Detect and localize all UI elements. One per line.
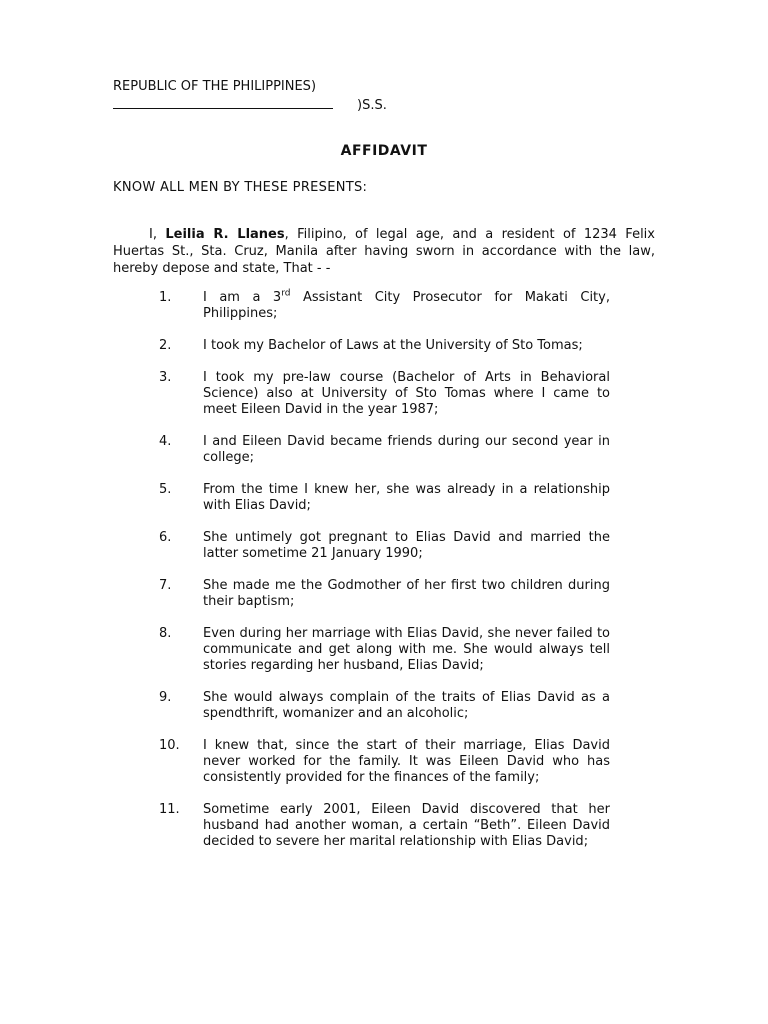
list-item [113, 578, 655, 610]
list-item [113, 434, 655, 466]
item-text: I and Eileen David became friends during our second year in college; [203, 434, 610, 465]
know-all-men: KNOW ALL MEN BY THESE PRESENTS: [113, 180, 368, 195]
item-text: Sometime early 2001, Eileen David discovered that her husband had another woman, a certain “Beth”. Eileen David decided to severe her marital relationship with Elias David; [203, 802, 610, 849]
item-number: 5. [159, 482, 172, 497]
item-text-rest: Assistant City Prosecutor for Makati City, Philippines; [203, 290, 610, 321]
item-number: 2. [159, 338, 172, 353]
item-number: 9. [159, 690, 172, 705]
item-text: I took my pre-law course (Bachelor of Arts in Behavioral Science) also at University of Sto Tomas where I came to meet Eileen David in the year 1987; [203, 370, 610, 417]
list-item [113, 290, 655, 322]
item-text [203, 290, 610, 322]
list-item [113, 690, 655, 722]
item-number: 6. [159, 530, 172, 545]
item-number: 8. [159, 626, 172, 641]
item-text: She untimely got pregnant to Elias David and married the latter sometime 21 January 1990; [203, 530, 610, 561]
ordinal-suffix: rd [281, 288, 291, 299]
affiant-name: Leilia R. Llanes [165, 227, 285, 242]
venue-ss-line [113, 96, 387, 115]
item-text: I knew that, since the start of their marriage, Elias David never worked for the family. It was Eileen David who has consistently provided for the finances of the family; [203, 738, 610, 785]
intro-paragraph [113, 226, 655, 277]
item-number: 11. [159, 802, 180, 817]
item-text: She would always complain of the traits of Elias David as a spendthrift, womanizer and an alcoholic; [203, 690, 610, 721]
document-title: AFFIDAVIT [340, 143, 428, 159]
venue-republic: REPUBLIC OF THE PHILIPPINES) [113, 79, 317, 94]
venue-ss: )S.S. [357, 98, 387, 113]
intro-rest: , Filipino, of legal age, and a resident of 1234 Felix Huertas St., Sta. Cruz, Manila after having sworn in accordance with the law, hereby depose and state, That - - [113, 227, 655, 276]
list-item [113, 802, 655, 850]
list-item [113, 338, 655, 354]
item-text: From the time I knew her, she was already in a relationship with Elias David; [203, 482, 610, 513]
item-text: She made me the Godmother of her first two children during their baptism; [203, 578, 610, 609]
item-text: I took my Bachelor of Laws at the University of Sto Tomas; [203, 338, 583, 353]
item-number: 4. [159, 434, 172, 449]
list-item [113, 626, 655, 674]
list-item [113, 738, 655, 786]
venue-block [113, 78, 387, 115]
item-number: 7. [159, 578, 172, 593]
item-number: 10. [159, 738, 180, 753]
list-item [113, 370, 655, 418]
item-text-pre: I am a 3 [203, 290, 282, 305]
list-item [113, 482, 655, 514]
item-text: Even during her marriage with Elias David, she never failed to communicate and get along with me. She would always tell stories regarding her husband, Elias David; [203, 626, 610, 673]
intro-prefix: I, [149, 227, 166, 242]
item-number: 1. [159, 290, 172, 305]
list-item [113, 530, 655, 562]
numbered-list [113, 290, 655, 866]
venue-blank-line [113, 96, 333, 109]
item-number: 3. [159, 370, 172, 385]
